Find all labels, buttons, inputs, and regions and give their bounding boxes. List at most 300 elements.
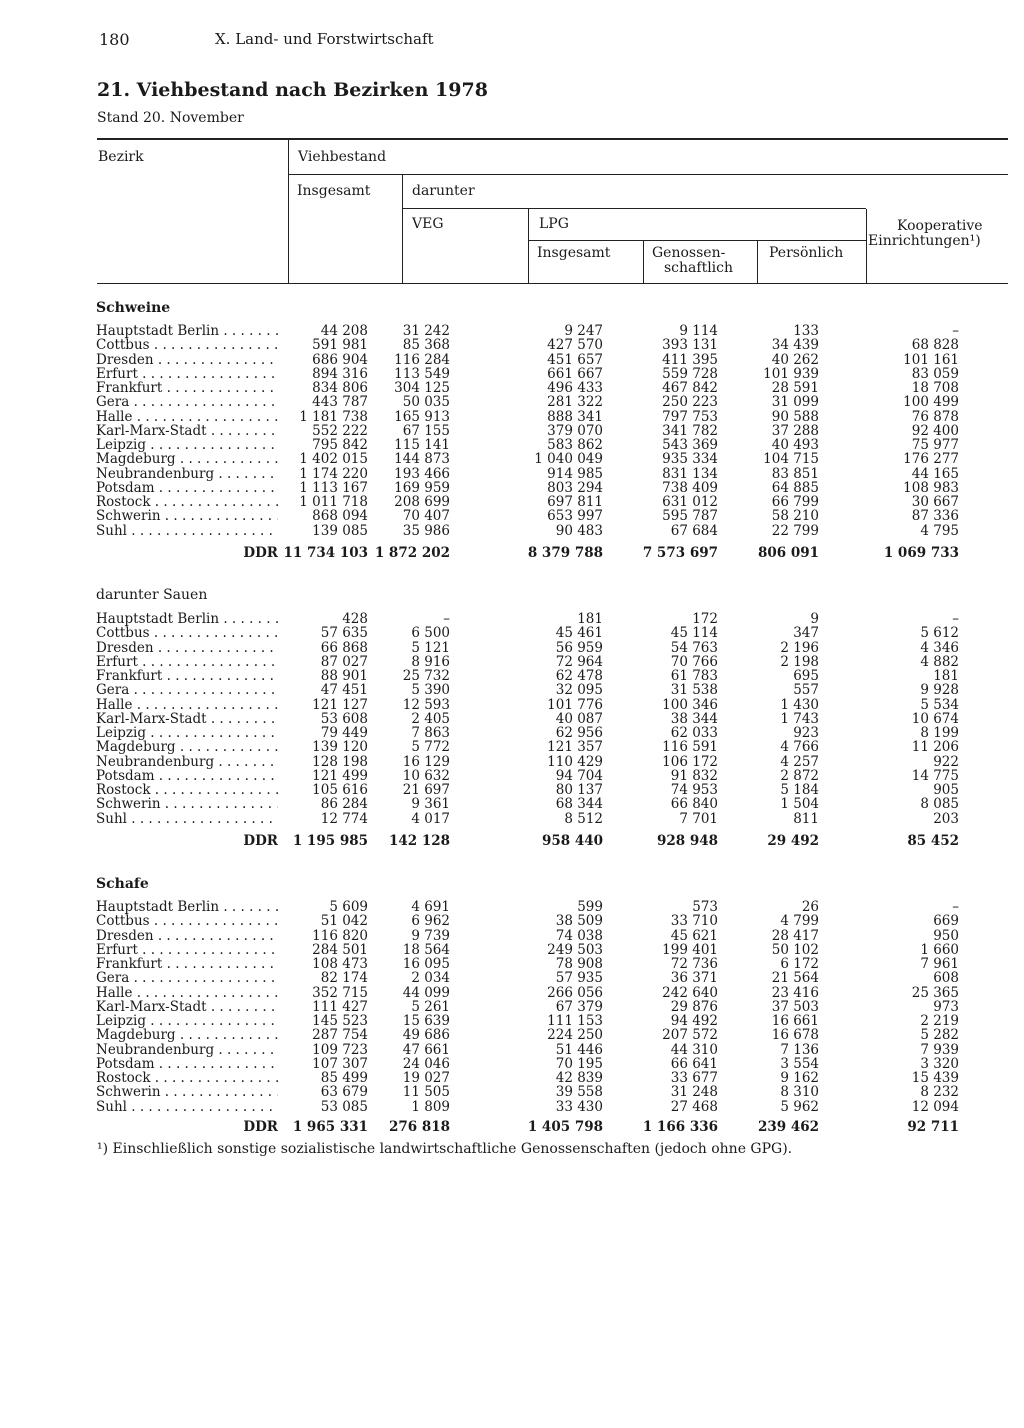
section-title: Schweine [96,300,171,316]
table-cell: 176 277 [903,451,959,468]
table-cell: 631 012 [662,494,718,510]
total-row [0,546,1024,560]
table-cell: 591 981 [312,337,368,354]
table-cell: 193 466 [394,465,450,482]
table-cell: 38 344 [670,710,718,727]
table-cell: 21 697 [402,782,450,798]
table-title: 21. Viehbestand nach Bezirken 1978 [97,79,488,101]
bezirk-name: Neubrandenburg . . . [96,755,278,769]
table-row [0,655,1024,669]
table-cell: 19 027 [402,1070,450,1086]
bezirk-name: Dresden . . . [96,353,278,367]
table-cell: 16 129 [402,753,450,770]
bezirk-name: Leipzig . . . [96,726,278,740]
table-cell: 62 033 [670,725,718,741]
table-row [0,626,1024,640]
table-cell: 1 809 [411,1098,450,1115]
table-cell: 7 939 [920,1041,959,1058]
table-cell: 11 206 [911,739,959,756]
table-cell: 797 753 [662,408,718,425]
table-cell: 287 754 [312,1027,368,1044]
bezirk-name: Karl-Marx-Stadt . . . [96,424,278,438]
table-cell: 70 407 [402,508,450,525]
table-cell: 83 851 [771,465,819,482]
vline-5 [757,241,758,283]
table-cell: 5 609 [329,899,368,915]
table-cell: 595 787 [662,508,718,525]
table-cell: – [952,611,959,627]
table-cell: 35 986 [402,522,450,539]
table-cell: 116 284 [394,351,450,368]
table-cell: 242 640 [662,984,718,1001]
table-cell: 66 799 [771,494,819,510]
table-row [0,1100,1024,1114]
table-row [0,769,1024,783]
table-cell: 79 449 [320,725,368,741]
table-row [0,1085,1024,1099]
table-row [0,712,1024,726]
table-cell: 87 027 [320,653,368,670]
table-cell: 181 [933,668,959,684]
total-cell: 239 462 [757,1119,819,1135]
table-cell: 8 512 [564,810,603,827]
table-cell: 116 591 [662,739,718,756]
table-row [0,641,1024,655]
table-cell: 697 811 [547,494,603,510]
col-header-genossen-1: Genossen- [652,245,726,261]
table-cell: 63 679 [320,1084,368,1101]
table-cell: 75 977 [911,437,959,453]
table-row [0,438,1024,452]
table-cell: 106 172 [662,753,718,770]
table-cell: 144 873 [394,451,450,468]
table-cell: 44 208 [320,323,368,339]
table-cell: 661 667 [547,365,603,382]
bezirk-name: Rostock . . . [96,783,278,797]
table-cell: 393 131 [662,337,718,354]
bezirk-name: Schwerin . . . [96,797,278,811]
table-cell: 7 863 [411,725,450,741]
table-cell: 88 901 [320,668,368,684]
vline-2 [402,175,403,283]
table-cell: 111 153 [547,1013,603,1029]
table-cell: 5 261 [411,998,450,1015]
table-cell: 2 219 [920,1013,959,1029]
table-cell: 5 534 [920,696,959,713]
table-cell: 304 125 [394,380,450,396]
table-cell: 50 035 [402,394,450,411]
table-cell: 4 766 [780,739,819,756]
vline-1 [288,140,289,283]
table-row [0,986,1024,1000]
table-cell: 973 [933,998,959,1015]
table-cell: 9 928 [920,682,959,699]
table-cell: 428 [342,611,368,627]
table-cell: 4 346 [920,639,959,656]
table-cell: 33 677 [670,1070,718,1086]
total-cell: 928 948 [656,833,718,849]
total-row [0,834,1024,848]
table-cell: 78 908 [555,956,603,972]
table-cell: 24 046 [402,1055,450,1072]
table-cell: 139 085 [312,522,368,539]
table-cell: 905 [933,782,959,798]
table-cell: 4 795 [920,522,959,539]
table-cell: 1 011 718 [299,494,368,510]
table-cell: 37 503 [771,998,819,1015]
table-cell: 40 262 [771,351,819,368]
table-cell: 28 417 [771,927,819,944]
table-cell: 94 704 [555,767,603,784]
table-cell: 9 247 [564,323,603,339]
table-cell: 44 310 [670,1041,718,1058]
table-cell: – [952,323,959,339]
total-cell: 7 573 697 [642,545,718,561]
table-cell: 347 [793,625,819,642]
total-cell: 1 872 202 [374,545,450,561]
table-cell: 18 564 [402,941,450,958]
table-row [0,452,1024,466]
table-cell: 61 783 [670,668,718,684]
table-cell: 443 787 [312,394,368,411]
bezirk-name: Halle . . . [96,986,278,1000]
table-cell: 85 368 [402,337,450,354]
table-cell: 101 776 [547,696,603,713]
table-row [0,524,1024,538]
table-cell: 6 172 [780,956,819,972]
table-cell: 8 232 [920,1084,959,1101]
bezirk-name: Magdeburg . . . [96,452,278,466]
header-bottom-rule [97,283,1008,284]
total-label: DDR [243,545,278,561]
bezirk-name: Dresden . . . [96,641,278,655]
table-cell: 352 715 [312,984,368,1001]
bezirk-name: Neubrandenburg . . . [96,467,278,481]
total-label: DDR [243,833,278,849]
bezirk-name: Potsdam . . . [96,1057,278,1071]
table-cell: 31 538 [670,682,718,699]
table-cell: 379 070 [547,422,603,439]
table-cell: 686 904 [312,351,368,368]
total-cell: 85 452 [907,833,959,849]
table-cell: 165 913 [394,408,450,425]
table-cell: 21 564 [771,970,819,987]
total-cell: 29 492 [767,833,819,849]
table-cell: 7 136 [780,1041,819,1058]
table-cell: 950 [933,927,959,944]
table-cell: 121 499 [312,767,368,784]
total-cell: 1 195 985 [292,833,368,849]
table-cell: 207 572 [662,1027,718,1044]
col-header-koop-2: Einrichtungen¹) [868,233,981,249]
table-cell: 104 715 [763,451,819,468]
table-cell: 62 956 [555,725,603,741]
table-cell: 496 433 [547,380,603,396]
table-cell: 67 684 [670,522,718,539]
table-cell: 552 222 [312,422,368,439]
table-cell: 738 409 [662,479,718,496]
table-row [0,812,1024,826]
table-cell: 44 165 [911,465,959,482]
bezirk-name: Gera . . . [96,971,278,985]
table-cell: 9 114 [679,323,718,339]
total-cell: 958 440 [541,833,603,849]
table-cell: 935 334 [662,451,718,468]
table-cell: 51 446 [555,1041,603,1058]
table-cell: 2 196 [780,639,819,656]
table-cell: 5 282 [920,1027,959,1044]
bezirk-name: Karl-Marx-Stadt . . . [96,1000,278,1014]
table-cell: 249 503 [547,941,603,958]
table-cell: 115 141 [394,437,450,453]
table-cell: 266 056 [547,984,603,1001]
table-cell: 5 184 [780,782,819,798]
table-cell: – [952,899,959,915]
table-cell: 12 094 [911,1098,959,1115]
table-cell: 57 635 [320,625,368,642]
table-cell: 803 294 [547,479,603,496]
table-cell: 1 402 015 [299,451,368,468]
footnote: ¹) Einschließlich sonstige sozialistische landwirtschaftliche Genossenschaften (jedoch ohne GPG). [97,1141,793,1157]
table-cell: 834 806 [312,380,368,396]
table-cell: 53 608 [320,710,368,727]
table-cell: 284 501 [312,941,368,958]
table-cell: 34 439 [771,337,819,354]
total-cell: 8 379 788 [527,545,603,561]
table-cell: 1 113 167 [299,479,368,496]
table-row [0,367,1024,381]
table-cell: 8 085 [920,796,959,813]
bezirk-name: Karl-Marx-Stadt . . . [96,712,278,726]
table-cell: 110 429 [547,753,603,770]
table-cell: 94 492 [670,1013,718,1029]
table-row [0,1057,1024,1071]
table-row [0,783,1024,797]
col-header-veg: VEG [412,216,444,232]
table-cell: 101 939 [763,365,819,382]
table-cell: 5 772 [411,739,450,756]
total-cell: 142 128 [388,833,450,849]
table-cell: 113 549 [394,365,450,382]
table-cell: 1 743 [780,710,819,727]
table-cell: 28 591 [771,380,819,396]
table-cell: 121 357 [547,739,603,756]
table-cell: 3 554 [780,1055,819,1072]
table-row [0,381,1024,395]
table-cell: 795 842 [312,437,368,453]
col-header-viehbestand: Viehbestand [298,149,387,165]
col-header-koop-1: Kooperative [897,218,983,234]
table-cell: 37 288 [771,422,819,439]
bezirk-name: Potsdam . . . [96,481,278,495]
table-cell: 4 882 [920,653,959,670]
table-cell: 15 639 [402,1013,450,1029]
table-cell: 53 085 [320,1098,368,1115]
bezirk-name: Suhl . . . [96,1100,278,1114]
table-cell: 44 099 [402,984,450,1001]
total-cell: 11 734 103 [283,545,368,561]
total-label: DDR [243,1119,278,1135]
table-cell: 894 316 [312,365,368,382]
table-row [0,1028,1024,1042]
table-cell: 281 322 [547,394,603,411]
section-title: Schafe [96,876,149,892]
table-cell: 914 985 [547,465,603,482]
table-cell: 811 [793,810,819,827]
table-row [0,726,1024,740]
table-cell: 40 493 [771,437,819,453]
table-cell: 108 983 [903,479,959,496]
table-cell: 67 155 [402,422,450,439]
table-cell: 224 250 [547,1027,603,1044]
table-row [0,424,1024,438]
table-cell: 18 708 [911,380,959,396]
table-cell: 22 799 [771,522,819,539]
table-row [0,1043,1024,1057]
table-cell: 33 710 [670,913,718,930]
table-cell: 49 686 [402,1027,450,1044]
total-cell: 1 965 331 [292,1119,368,1135]
bezirk-name: Leipzig . . . [96,1014,278,1028]
table-cell: 68 344 [555,796,603,813]
table-cell: 411 395 [662,351,718,368]
bezirk-name: Halle . . . [96,410,278,424]
table-row [0,509,1024,523]
table-cell: 9 361 [411,796,450,813]
bezirk-name: Erfurt . . . [96,655,278,669]
bezirk-name: Gera . . . [96,395,278,409]
table-cell: 107 307 [312,1055,368,1072]
table-cell: 29 876 [670,998,718,1015]
table-cell: 25 732 [402,668,450,684]
bezirk-name: Dresden . . . [96,929,278,943]
table-row [0,971,1024,985]
table-row [0,755,1024,769]
table-cell: 12 774 [320,810,368,827]
table-cell: 4 017 [411,810,450,827]
table-cell: 33 430 [555,1098,603,1115]
table-cell: 208 699 [394,494,450,510]
total-cell: 1 069 733 [883,545,959,561]
col-header-insgesamt: Insgesamt [297,183,371,199]
table-row [0,481,1024,495]
col-header-genossen-2: schaftlich [664,260,734,276]
bezirk-name: Schwerin . . . [96,1085,278,1099]
table-cell: 70 766 [670,653,718,670]
table-cell: 695 [793,668,819,684]
table-cell: 45 461 [555,625,603,642]
table-row [0,740,1024,754]
vline-6 [866,209,867,283]
total-cell: 276 818 [388,1119,450,1135]
bezirk-name: Schwerin . . . [96,509,278,523]
bezirk-name: Frankfurt . . . [96,381,278,395]
table-cell: 8 199 [920,725,959,741]
bezirk-name: Potsdam . . . [96,769,278,783]
total-row [0,1120,1024,1134]
table-cell: 341 782 [662,422,718,439]
table-cell: 31 248 [670,1084,718,1101]
table-cell: 11 505 [402,1084,450,1101]
bezirk-name: Suhl . . . [96,524,278,538]
bezirk-name: Erfurt . . . [96,943,278,957]
table-row [0,338,1024,352]
table-cell: 47 451 [320,682,368,699]
table-cell: 90 483 [555,522,603,539]
table-cell: 66 641 [670,1055,718,1072]
bezirk-name: Frankfurt . . . [96,957,278,971]
table-cell: 199 401 [662,941,718,958]
table-row [0,1071,1024,1085]
table-cell: 1 504 [780,796,819,813]
table-cell: 57 935 [555,970,603,987]
table-cell: 2 198 [780,653,819,670]
table-cell: 83 059 [911,365,959,382]
table-row [0,698,1024,712]
table-row [0,612,1024,626]
table-cell: 66 868 [320,639,368,656]
table-cell: 133 [793,323,819,339]
col-header-lpg: LPG [539,216,569,232]
table-cell: 8 916 [411,653,450,670]
table-cell: 9 739 [411,927,450,944]
table-cell: 64 885 [771,479,819,496]
table-cell: 58 210 [771,508,819,525]
table-cell: 116 820 [312,927,368,944]
bezirk-name: Magdeburg . . . [96,1028,278,1042]
table-cell: 74 953 [670,782,718,798]
table-cell: 27 468 [670,1098,718,1115]
table-cell: 100 499 [903,394,959,411]
table-cell: 139 120 [312,739,368,756]
table-cell: 87 336 [911,508,959,525]
total-cell: 1 166 336 [642,1119,718,1135]
table-cell: 7 701 [679,810,718,827]
header-rule-viehbestand [288,174,1008,175]
table-row [0,929,1024,943]
table-cell: 80 137 [555,782,603,798]
table-cell: 5 121 [411,639,450,656]
bezirk-name: Rostock . . . [96,495,278,509]
table-cell: 653 997 [547,508,603,525]
table-cell: 39 558 [555,1084,603,1101]
table-cell: 1 174 220 [299,465,368,482]
table-row [0,395,1024,409]
bezirk-name: Erfurt . . . [96,367,278,381]
bezirk-name: Hauptstadt Berlin . . . [96,900,278,914]
table-cell: 62 478 [555,668,603,684]
table-cell: 70 195 [555,1055,603,1072]
bezirk-name: Cottbus . . . [96,626,278,640]
table-cell: 31 242 [402,323,450,339]
total-cell: 806 091 [757,545,819,561]
table-cell: 172 [692,611,718,627]
table-cell: 47 661 [402,1041,450,1058]
vline-4 [643,241,644,283]
header-top-rule [97,138,1008,140]
table-cell: 5 962 [780,1098,819,1115]
header-rule-lpg [528,240,866,241]
table-cell: 101 161 [903,351,959,368]
table-cell: 1 660 [920,941,959,958]
table-cell: 90 588 [771,408,819,425]
table-cell: 543 369 [662,437,718,453]
table-cell: 203 [933,810,959,827]
table-cell: 5 390 [411,682,450,699]
table-cell: 608 [933,970,959,987]
total-cell: 92 711 [907,1119,959,1135]
table-cell: 2 405 [411,710,450,727]
